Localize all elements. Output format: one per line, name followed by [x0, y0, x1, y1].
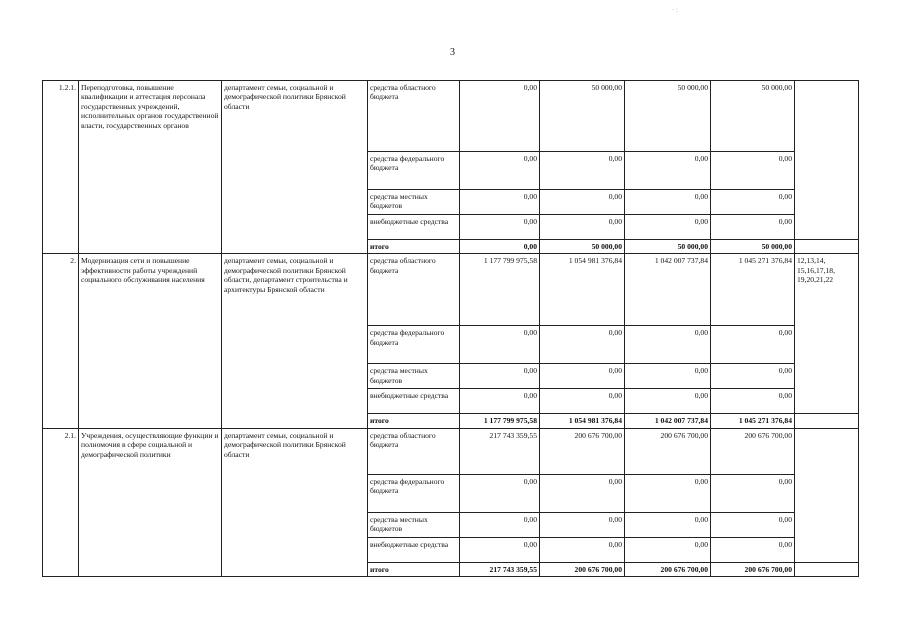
- funding-source: средства областного бюджета: [368, 428, 460, 474]
- amount-year-4: 0,00: [711, 364, 795, 389]
- amount-year-2: 50 000,00: [540, 240, 625, 254]
- funding-source: средства местных бюджетов: [368, 364, 460, 389]
- item-code: 1.2.1.: [43, 81, 79, 254]
- amount-year-1: 0,00: [460, 512, 540, 537]
- amount-year-1: 0,00: [460, 215, 540, 240]
- item-name: Переподготовка, повышение квалификации и аттестация персонала государственных учреждений, исполнительных органов государственной власти, государственных органов: [79, 81, 222, 254]
- amount-year-2: 0,00: [540, 215, 625, 240]
- item-executor: департамент семьи, социальной и демографической политики Брянской области, департамент строительства и архитектуры Брянской области: [222, 254, 368, 428]
- amount-year-3: 0,00: [625, 326, 711, 364]
- amount-year-4: 0,00: [711, 537, 795, 562]
- item-code: 2.: [43, 254, 79, 428]
- amount-year-1: 0,00: [460, 537, 540, 562]
- funding-source: средства областного бюджета: [368, 254, 460, 326]
- amount-year-3: 50 000,00: [625, 240, 711, 254]
- item-executor: департамент семьи, социальной и демографической политики Брянской области: [222, 81, 368, 254]
- amount-year-4: 0,00: [711, 152, 795, 190]
- amount-year-2: 0,00: [540, 152, 625, 190]
- amount-year-3: 0,00: [625, 537, 711, 562]
- amount-year-1: 217 743 359,55: [460, 562, 540, 576]
- amount-year-1: 0,00: [460, 326, 540, 364]
- table-row: [43, 81, 859, 152]
- target-indicators-total: [795, 414, 859, 428]
- amount-year-3: 200 676 700,00: [625, 428, 711, 474]
- target-indicators: 12,13,14, 15,16,17,18, 19,20,21,22: [795, 254, 859, 414]
- amount-year-1: 1 177 799 975,58: [460, 414, 540, 428]
- funding-source: средства федерального бюджета: [368, 326, 460, 364]
- amount-year-4: 1 045 271 376,84: [711, 414, 795, 428]
- amount-year-4: 200 676 700,00: [711, 428, 795, 474]
- amount-year-2: 1 054 981 376,84: [540, 414, 625, 428]
- amount-year-4: 0,00: [711, 326, 795, 364]
- funding-source: средства федерального бюджета: [368, 152, 460, 190]
- amount-year-1: 1 177 799 975,58: [460, 254, 540, 326]
- amount-year-2: 50 000,00: [540, 81, 625, 152]
- amount-year-3: 0,00: [625, 474, 711, 512]
- amount-year-3: 0,00: [625, 512, 711, 537]
- amount-year-1: 0,00: [460, 81, 540, 152]
- funding-source: внебюджетные средства: [368, 389, 460, 414]
- target-indicators: [795, 81, 859, 240]
- amount-year-3: 1 042 007 737,84: [625, 414, 711, 428]
- amount-year-2: 0,00: [540, 512, 625, 537]
- item-code: 2.1.: [43, 428, 79, 576]
- item-name: Учреждения, осуществляющие функции и полномочия в сфере социальной и демографической политики: [79, 428, 222, 576]
- amount-year-4: 0,00: [711, 512, 795, 537]
- target-indicators-total: [795, 240, 859, 254]
- amount-year-4: 0,00: [711, 190, 795, 215]
- amount-year-2: 200 676 700,00: [540, 428, 625, 474]
- page-number: 3: [450, 47, 455, 58]
- table-row: [43, 428, 859, 474]
- amount-year-3: 0,00: [625, 215, 711, 240]
- funding-source: средства местных бюджетов: [368, 190, 460, 215]
- amount-year-2: 0,00: [540, 389, 625, 414]
- amount-year-2: 1 054 981 376,84: [540, 254, 625, 326]
- amount-year-2: 0,00: [540, 537, 625, 562]
- amount-year-2: 200 676 700,00: [540, 562, 625, 576]
- item-executor: департамент семьи, социальной и демографической политики Брянской области: [222, 428, 368, 576]
- budget-table: [42, 80, 859, 577]
- amount-year-2: 0,00: [540, 190, 625, 215]
- target-indicators-total: [795, 562, 859, 576]
- table-row: [43, 254, 859, 326]
- amount-year-1: 0,00: [460, 389, 540, 414]
- amount-year-4: 50 000,00: [711, 81, 795, 152]
- target-indicators: [795, 428, 859, 562]
- amount-year-1: 217 743 359,55: [460, 428, 540, 474]
- amount-year-4: 0,00: [711, 215, 795, 240]
- amount-year-3: 50 000,00: [625, 81, 711, 152]
- amount-year-1: 0,00: [460, 364, 540, 389]
- amount-year-3: 200 676 700,00: [625, 562, 711, 576]
- funding-source: средства местных бюджетов: [368, 512, 460, 537]
- amount-year-1: 0,00: [460, 152, 540, 190]
- amount-year-2: 0,00: [540, 364, 625, 389]
- amount-year-4: 50 000,00: [711, 240, 795, 254]
- funding-source: внебюджетные средства: [368, 215, 460, 240]
- amount-year-4: 0,00: [711, 389, 795, 414]
- amount-year-4: 1 045 271 376,84: [711, 254, 795, 326]
- amount-year-3: 0,00: [625, 152, 711, 190]
- funding-source: итого: [368, 240, 460, 254]
- amount-year-4: 0,00: [711, 474, 795, 512]
- item-name: Модернизация сети и повышение эффективности работы учреждений социального обслуживания населения: [79, 254, 222, 428]
- amount-year-1: 0,00: [460, 190, 540, 215]
- funding-source: средства федерального бюджета: [368, 474, 460, 512]
- amount-year-1: 0,00: [460, 474, 540, 512]
- amount-year-3: 0,00: [625, 190, 711, 215]
- amount-year-4: 200 676 700,00: [711, 562, 795, 576]
- scan-artifact: · :: [672, 6, 679, 14]
- funding-source: итого: [368, 414, 460, 428]
- funding-source: внебюджетные средства: [368, 537, 460, 562]
- amount-year-3: 0,00: [625, 364, 711, 389]
- amount-year-2: 0,00: [540, 474, 625, 512]
- amount-year-1: 0,00: [460, 240, 540, 254]
- funding-source: итого: [368, 562, 460, 576]
- funding-source: средства областного бюджета: [368, 81, 460, 152]
- amount-year-3: 1 042 007 737,84: [625, 254, 711, 326]
- amount-year-3: 0,00: [625, 389, 711, 414]
- amount-year-2: 0,00: [540, 326, 625, 364]
